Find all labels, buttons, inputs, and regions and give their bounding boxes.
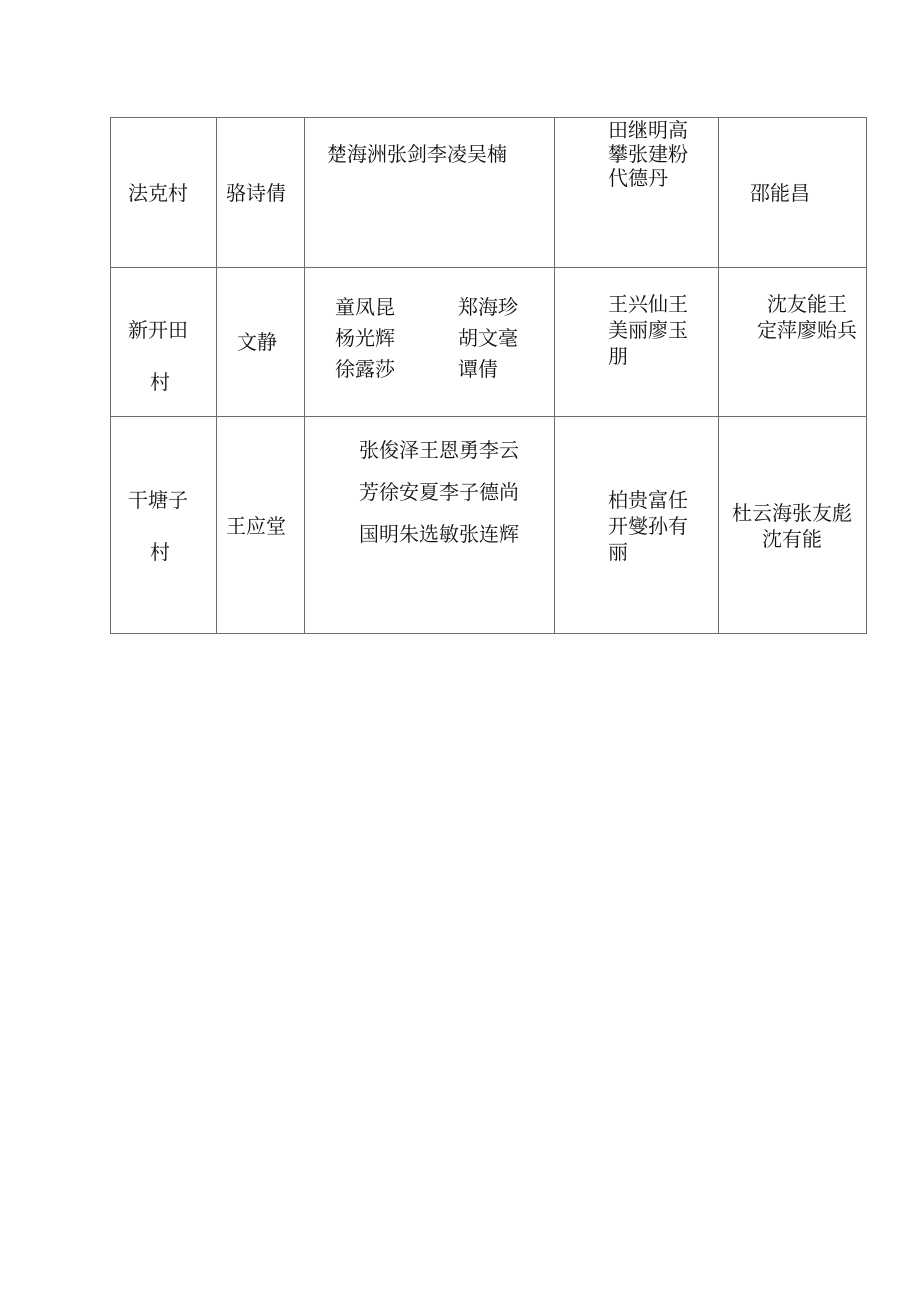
contact-line: 沈友能王 [767, 292, 847, 316]
assignment-table [110, 117, 866, 634]
contact-line: 杜云海张友彪 [732, 501, 852, 525]
member-name: 童凤昆 [335, 295, 395, 319]
member-name: 郑海珍 [458, 295, 518, 319]
names-cell [608, 118, 688, 190]
person-cell [237, 329, 277, 355]
member-name: 徐露莎 [335, 357, 395, 381]
names-line: 田继明高 [608, 118, 688, 142]
village-name: 新开田 [128, 318, 188, 342]
members-cell [359, 429, 519, 555]
members-line: 张俊泽王恩勇李云 [359, 438, 519, 462]
contact-line: 定萍廖贻兵 [757, 318, 857, 342]
village-name: 法克村 [128, 181, 188, 205]
member-name: 谭倩 [458, 357, 498, 381]
members-cell-left [335, 292, 395, 385]
village-name-continued: 村 [150, 540, 170, 564]
members-line: 国明朱选敏张连辉 [359, 522, 519, 546]
contact-cell [719, 500, 865, 552]
column-divider [554, 117, 555, 634]
member-name: 胡文毫 [458, 326, 518, 350]
names-cell [608, 291, 688, 369]
village-cell [128, 304, 188, 408]
members-line: 楚海洲张剑李凌吴楠 [327, 142, 507, 166]
person-name: 骆诗倩 [226, 181, 286, 205]
members-cell-right [458, 292, 518, 385]
names-cell [608, 487, 688, 565]
contact-line: 沈有能 [762, 527, 822, 551]
person-cell [226, 513, 286, 539]
contact-cell [750, 180, 810, 206]
table-border-top [110, 117, 867, 118]
names-line: 代德丹 [608, 166, 668, 190]
village-name-continued: 村 [150, 370, 170, 394]
names-line: 美丽廖玉 [608, 318, 688, 342]
person-cell [226, 180, 286, 206]
village-cell [128, 474, 188, 578]
contact-name: 邵能昌 [750, 181, 810, 205]
table-border-bottom [110, 633, 867, 634]
names-line: 朋 [608, 344, 628, 368]
village-cell [128, 180, 188, 206]
names-line: 柏贵富任 [608, 488, 688, 512]
names-line: 攀张建粉 [608, 142, 688, 166]
member-name: 杨光辉 [335, 326, 395, 350]
person-name: 王应堂 [226, 514, 286, 538]
row-divider [110, 416, 867, 417]
column-divider [304, 117, 305, 634]
names-line: 开燮孙有 [608, 514, 688, 538]
table-border-left [110, 117, 111, 634]
names-line: 丽 [608, 540, 628, 564]
person-name: 文静 [237, 330, 277, 354]
column-divider [216, 117, 217, 634]
column-divider [718, 117, 719, 634]
members-line: 芳徐安夏李子德尚 [359, 480, 519, 504]
names-line: 王兴仙王 [608, 292, 688, 316]
row-divider [110, 267, 867, 268]
contact-cell [750, 291, 864, 343]
members-cell [327, 141, 507, 167]
table-border-right [866, 117, 867, 634]
village-name: 干塘子 [128, 488, 188, 512]
